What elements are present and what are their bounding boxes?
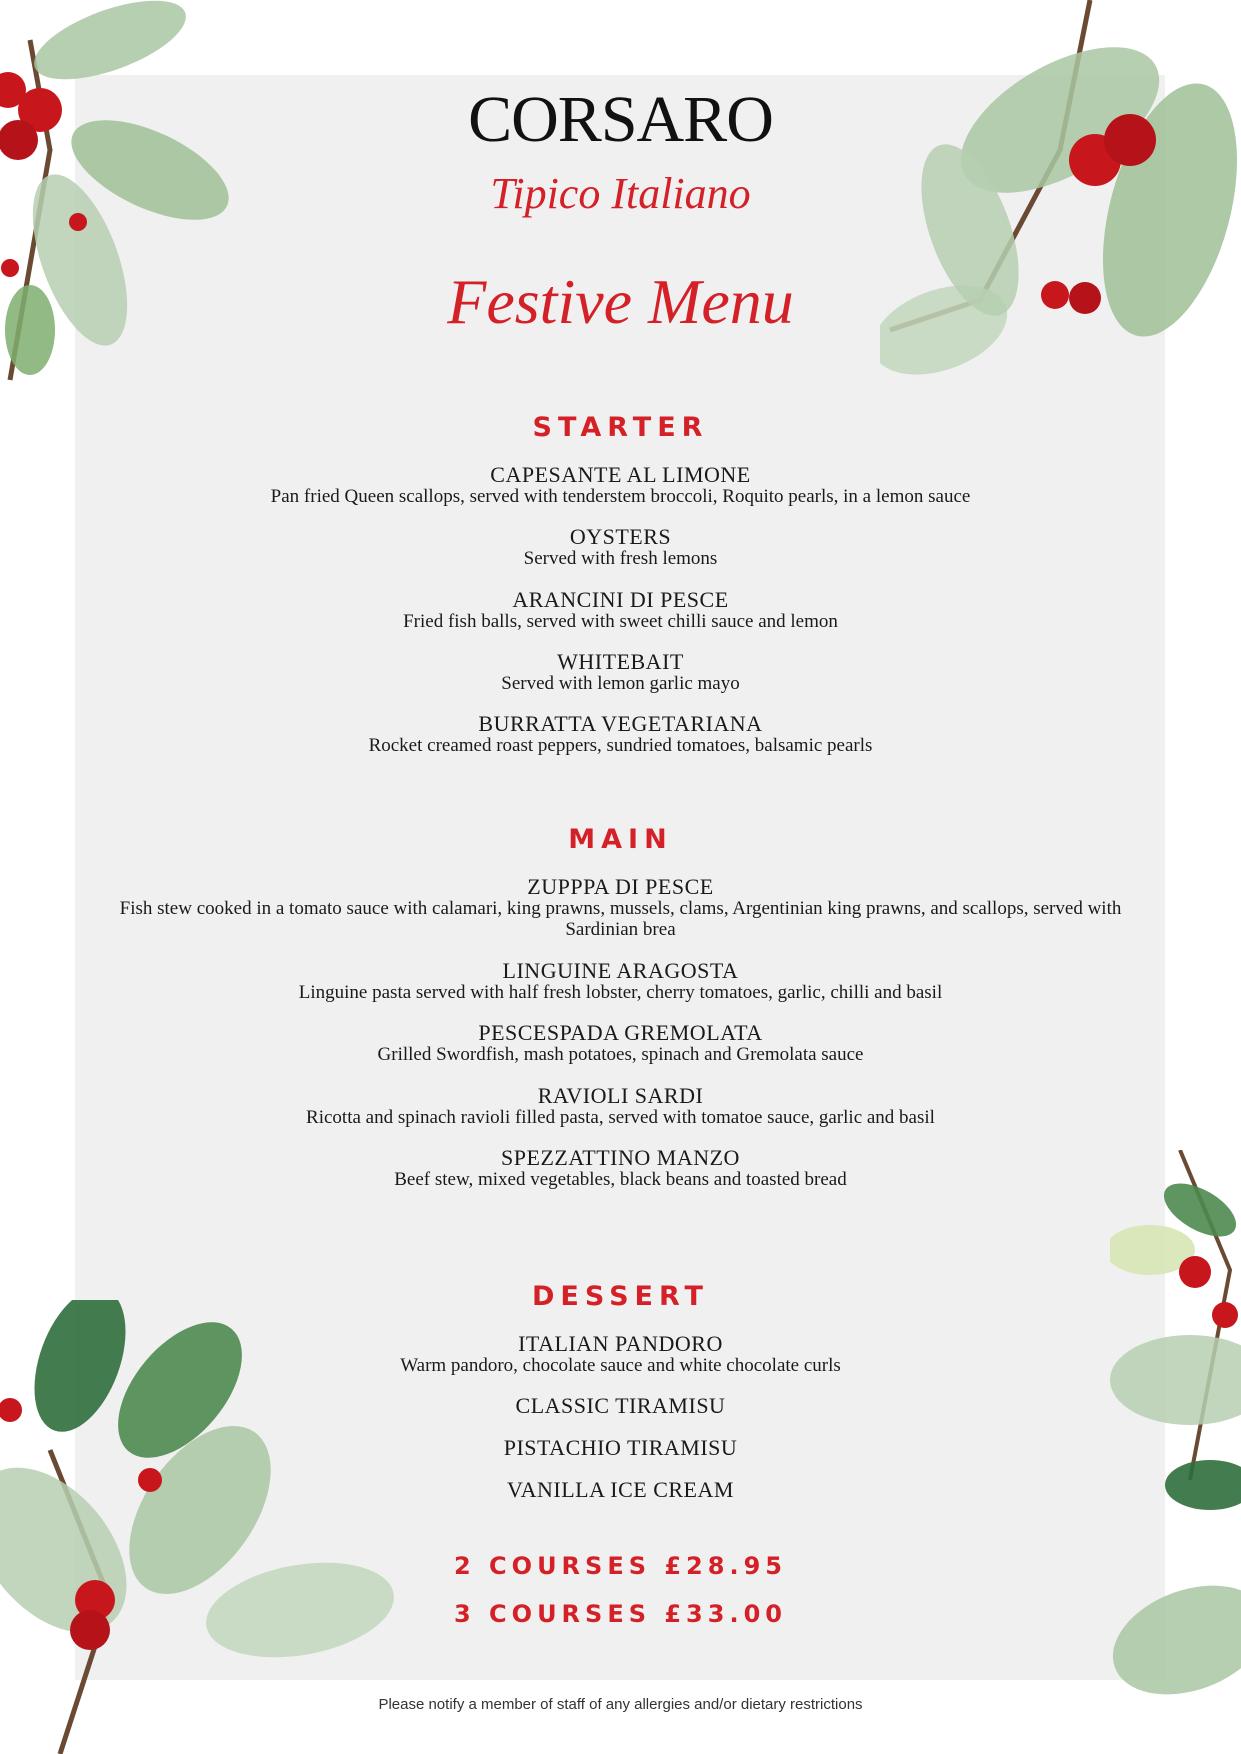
- brand-tagline: Tipico Italiano: [490, 169, 751, 218]
- dessert-item: [0, 1479, 1241, 1501]
- main-item: [0, 1022, 1241, 1065]
- starter-item: [0, 526, 1241, 569]
- dish-name: VANILLA ICE CREAM: [507, 1477, 734, 1502]
- dish-description: Served with lemon garlic mayo: [501, 673, 740, 694]
- starter-heading: STARTER: [532, 412, 709, 443]
- brand-logo: CORSARO: [468, 83, 773, 156]
- main-item: [0, 1147, 1241, 1190]
- dish-name: ITALIAN PANDORO: [518, 1331, 723, 1356]
- starter-item: [0, 651, 1241, 694]
- starter-item: [0, 464, 1241, 507]
- dish-description: Grilled Swordfish, mash potatoes, spinach and Gremolata sauce: [377, 1044, 864, 1065]
- dish-name: LINGUINE ARAGOSTA: [502, 958, 739, 983]
- dish-name: BURRATTA VEGETARIANA: [478, 711, 763, 736]
- dish-description: Pan fried Queen scallops, served with tenderstem broccoli, Roquito pearls, in a lemon sauce: [270, 486, 971, 507]
- dish-name: CAPESANTE AL LIMONE: [490, 462, 751, 487]
- main-item: [0, 1085, 1241, 1128]
- dish-description: Rocket creamed roast peppers, sundried tomatoes, balsamic pearls: [368, 735, 873, 756]
- dish-description: Fried fish balls, served with sweet chilli sauce and lemon: [403, 611, 838, 632]
- dessert-item: [0, 1437, 1241, 1459]
- dish-name: RAVIOLI SARDI: [537, 1083, 704, 1108]
- dish-name: OYSTERS: [569, 524, 672, 549]
- three-courses-price: 3 COURSES £33.00: [454, 1600, 787, 1628]
- dish-description: Fish stew cooked in a tomato sauce with calamari, king prawns, mussels, clams, Argentinian king prawns, and scallops, served with Sardinian brea: [119, 898, 1122, 940]
- dish-name: WHITEBAIT: [557, 649, 684, 674]
- dish-name: ZUPPPA DI PESCE: [527, 874, 714, 899]
- dish-name: ARANCINI DI PESCE: [512, 587, 729, 612]
- dessert-item: [0, 1395, 1241, 1417]
- dish-description: Linguine pasta served with half fresh lobster, cherry tomatoes, garlic, chilli and basil: [298, 982, 943, 1003]
- allergy-note: Please notify a member of staff of any allergies and/or dietary restrictions: [378, 1696, 863, 1713]
- starter-item: [0, 589, 1241, 632]
- dessert-item: [0, 1333, 1241, 1376]
- dish-description: Served with fresh lemons: [523, 548, 718, 569]
- starter-item: [0, 713, 1241, 756]
- two-courses-price: 2 COURSES £28.95: [454, 1552, 787, 1580]
- dish-name: CLASSIC TIRAMISU: [515, 1393, 726, 1418]
- dish-name: SPEZZATTINO MANZO: [501, 1145, 740, 1170]
- menu-title: Festive Menu: [447, 266, 794, 337]
- dish-name: PESCESPADA GREMOLATA: [478, 1020, 763, 1045]
- dish-name: PISTACHIO TIRAMISU: [503, 1435, 738, 1460]
- main-heading: MAIN: [568, 824, 673, 855]
- dish-description: Ricotta and spinach ravioli filled pasta, served with tomatoe sauce, garlic and basil: [306, 1107, 935, 1128]
- dessert-heading: DESSERT: [532, 1281, 709, 1312]
- dish-description: Beef stew, mixed vegetables, black beans and toasted bread: [394, 1169, 847, 1190]
- main-item: [0, 876, 1241, 940]
- main-item: [0, 960, 1241, 1003]
- dish-description: Warm pandoro, chocolate sauce and white chocolate curls: [400, 1355, 841, 1376]
